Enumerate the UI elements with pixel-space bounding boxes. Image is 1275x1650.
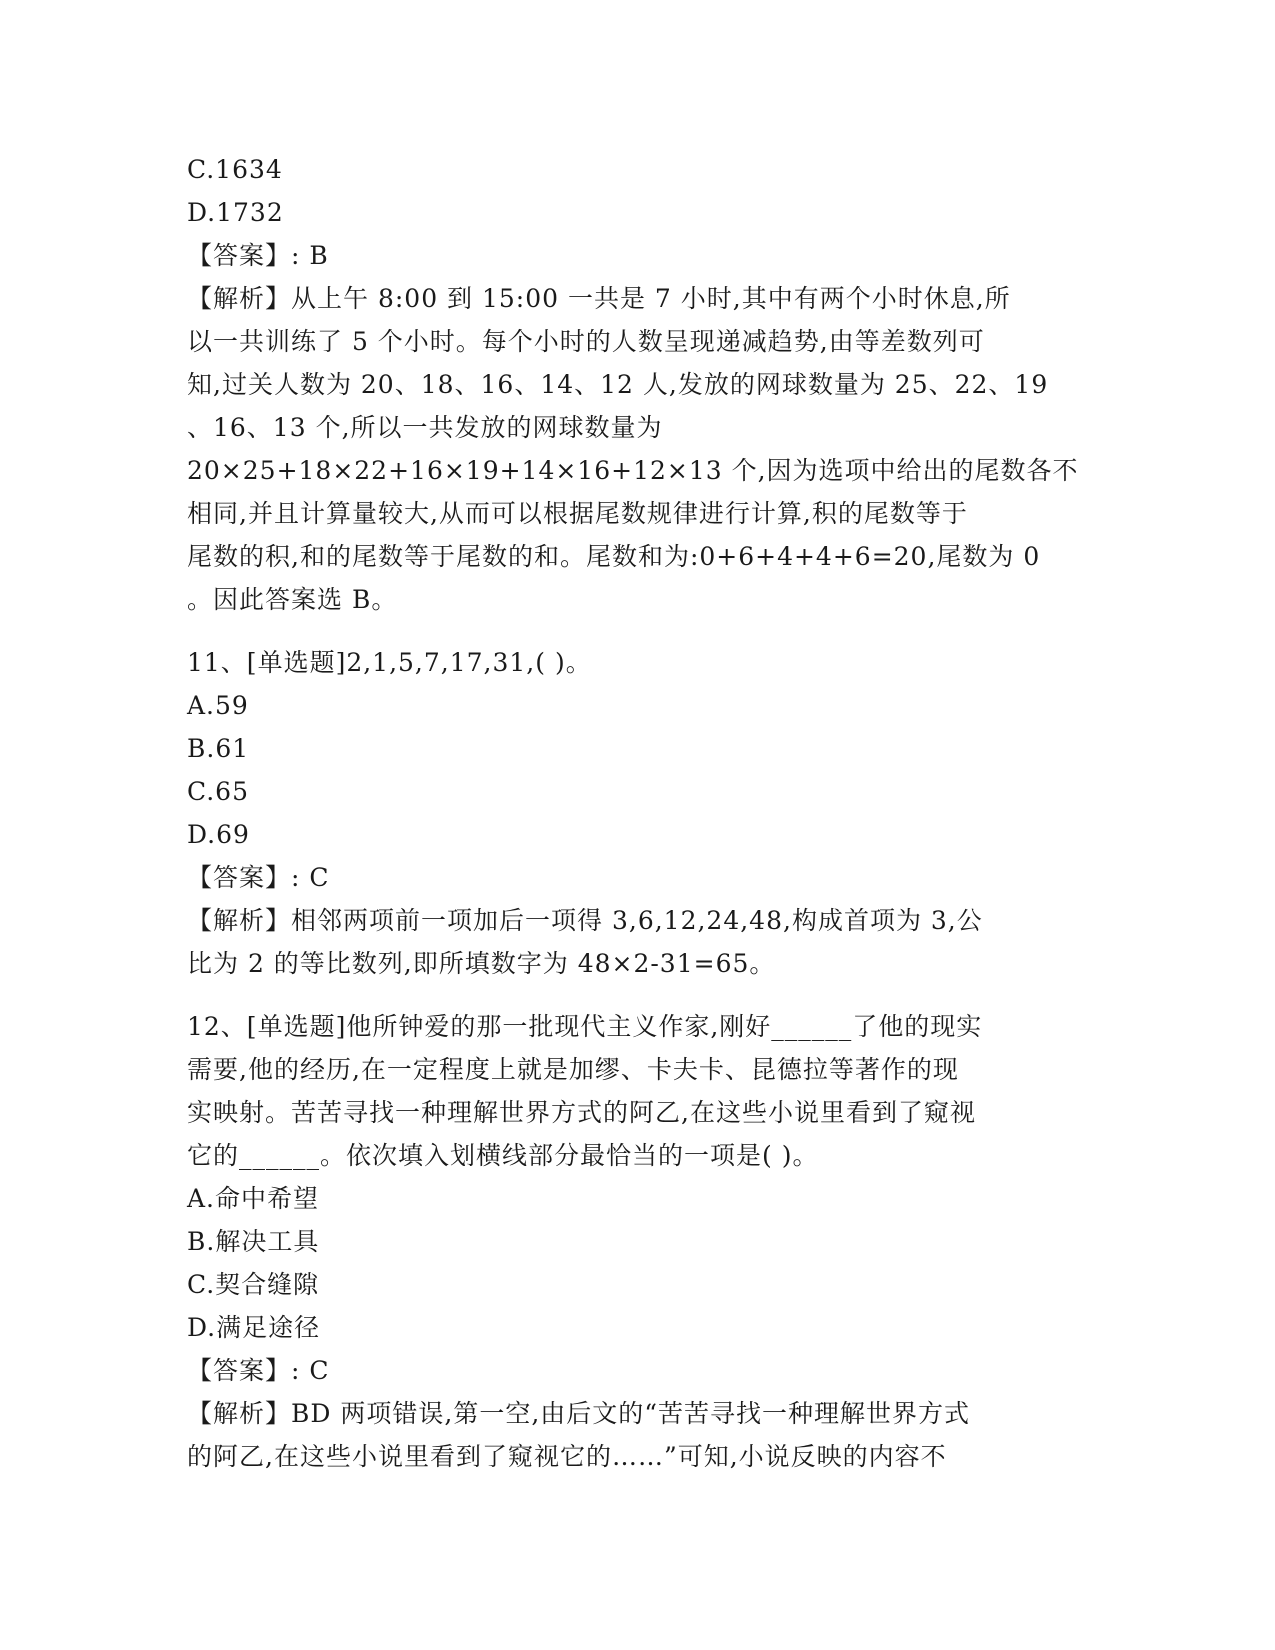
answer-line: 【答案】: C [187, 863, 330, 892]
option-c: C.65 [187, 777, 249, 806]
question-11-block [187, 641, 1087, 985]
question-stem: 12、[单选题]他所钟爱的那一批现代主义作家,刚好______了他的现实 [187, 1012, 983, 1041]
question-stem: 需要,他的经历,在一定程度上就是加缪、卡夫卡、昆德拉等著作的现 [187, 1055, 959, 1084]
spacer [187, 985, 1087, 1005]
question-12-block [187, 1005, 1087, 1478]
analysis-line: 。因此答案选 B。 [187, 585, 398, 614]
option-d: D.69 [187, 820, 250, 849]
question-stem: 实映射。苦苦寻找一种理解世界方式的阿乙,在这些小说里看到了窥视 [187, 1098, 976, 1127]
analysis-line: 知,过关人数为 20、18、16、14、12 人,发放的网球数量为 25、22、19 [187, 370, 1049, 399]
document-page [187, 148, 1087, 1478]
analysis-line [187, 277, 1087, 320]
analysis-text: 从上午 8:00 到 15:00 一共是 7 小时,其中有两个小时休息,所 [291, 284, 1011, 313]
analysis-label: 【解析】 [187, 1399, 292, 1428]
question-10-block [187, 148, 1087, 621]
option-a: A.命中希望 [187, 1184, 320, 1213]
question-stem: 它的______。依次填入划横线部分最恰当的一项是( )。 [187, 1141, 819, 1170]
answer-line: 【答案】: B [187, 241, 329, 270]
question-stem: 11、[单选题]2,1,5,7,17,31,( )。 [187, 648, 592, 677]
option-b: B.61 [187, 734, 250, 763]
analysis-line: 、16、13 个,所以一共发放的网球数量为 [187, 413, 663, 442]
option-b: B.解决工具 [187, 1227, 320, 1256]
analysis-text: BD 两项错误,第一空,由后文的“苦苦寻找一种理解世界方式 [291, 1399, 971, 1428]
analysis-line [187, 899, 1087, 942]
analysis-line: 尾数的积,和的尾数等于尾数的和。尾数和为:0+6+4+4+6=20,尾数为 0 [187, 542, 1041, 571]
option-c: C.1634 [187, 155, 283, 184]
option-d: D.1732 [187, 198, 284, 227]
analysis-line: 以一共训练了 5 个小时。每个小时的人数呈现递减趋势,由等差数列可 [187, 327, 985, 356]
answer-line: 【答案】: C [187, 1356, 330, 1385]
analysis-text: 相邻两项前一项加后一项得 3,6,12,24,48,构成首项为 3,公 [291, 906, 983, 935]
analysis-label: 【解析】 [187, 284, 292, 313]
option-c: C.契合缝隙 [187, 1270, 320, 1299]
analysis-line: 相同,并且计算量较大,从而可以根据尾数规律进行计算,积的尾数等于 [187, 499, 968, 528]
analysis-line: 20×25+18×22+16×19+14×16+12×13 个,因为选项中给出的尾数各不 [187, 456, 1079, 485]
analysis-label: 【解析】 [187, 906, 292, 935]
option-d: D.满足途径 [187, 1313, 321, 1342]
option-a: A.59 [187, 691, 249, 720]
analysis-line [187, 1392, 1087, 1435]
analysis-line: 的阿乙,在这些小说里看到了窥视它的……”可知,小说反映的内容不 [187, 1442, 947, 1471]
analysis-line: 比为 2 的等比数列,即所填数字为 48×2-31=65。 [187, 949, 776, 978]
spacer [187, 621, 1087, 641]
